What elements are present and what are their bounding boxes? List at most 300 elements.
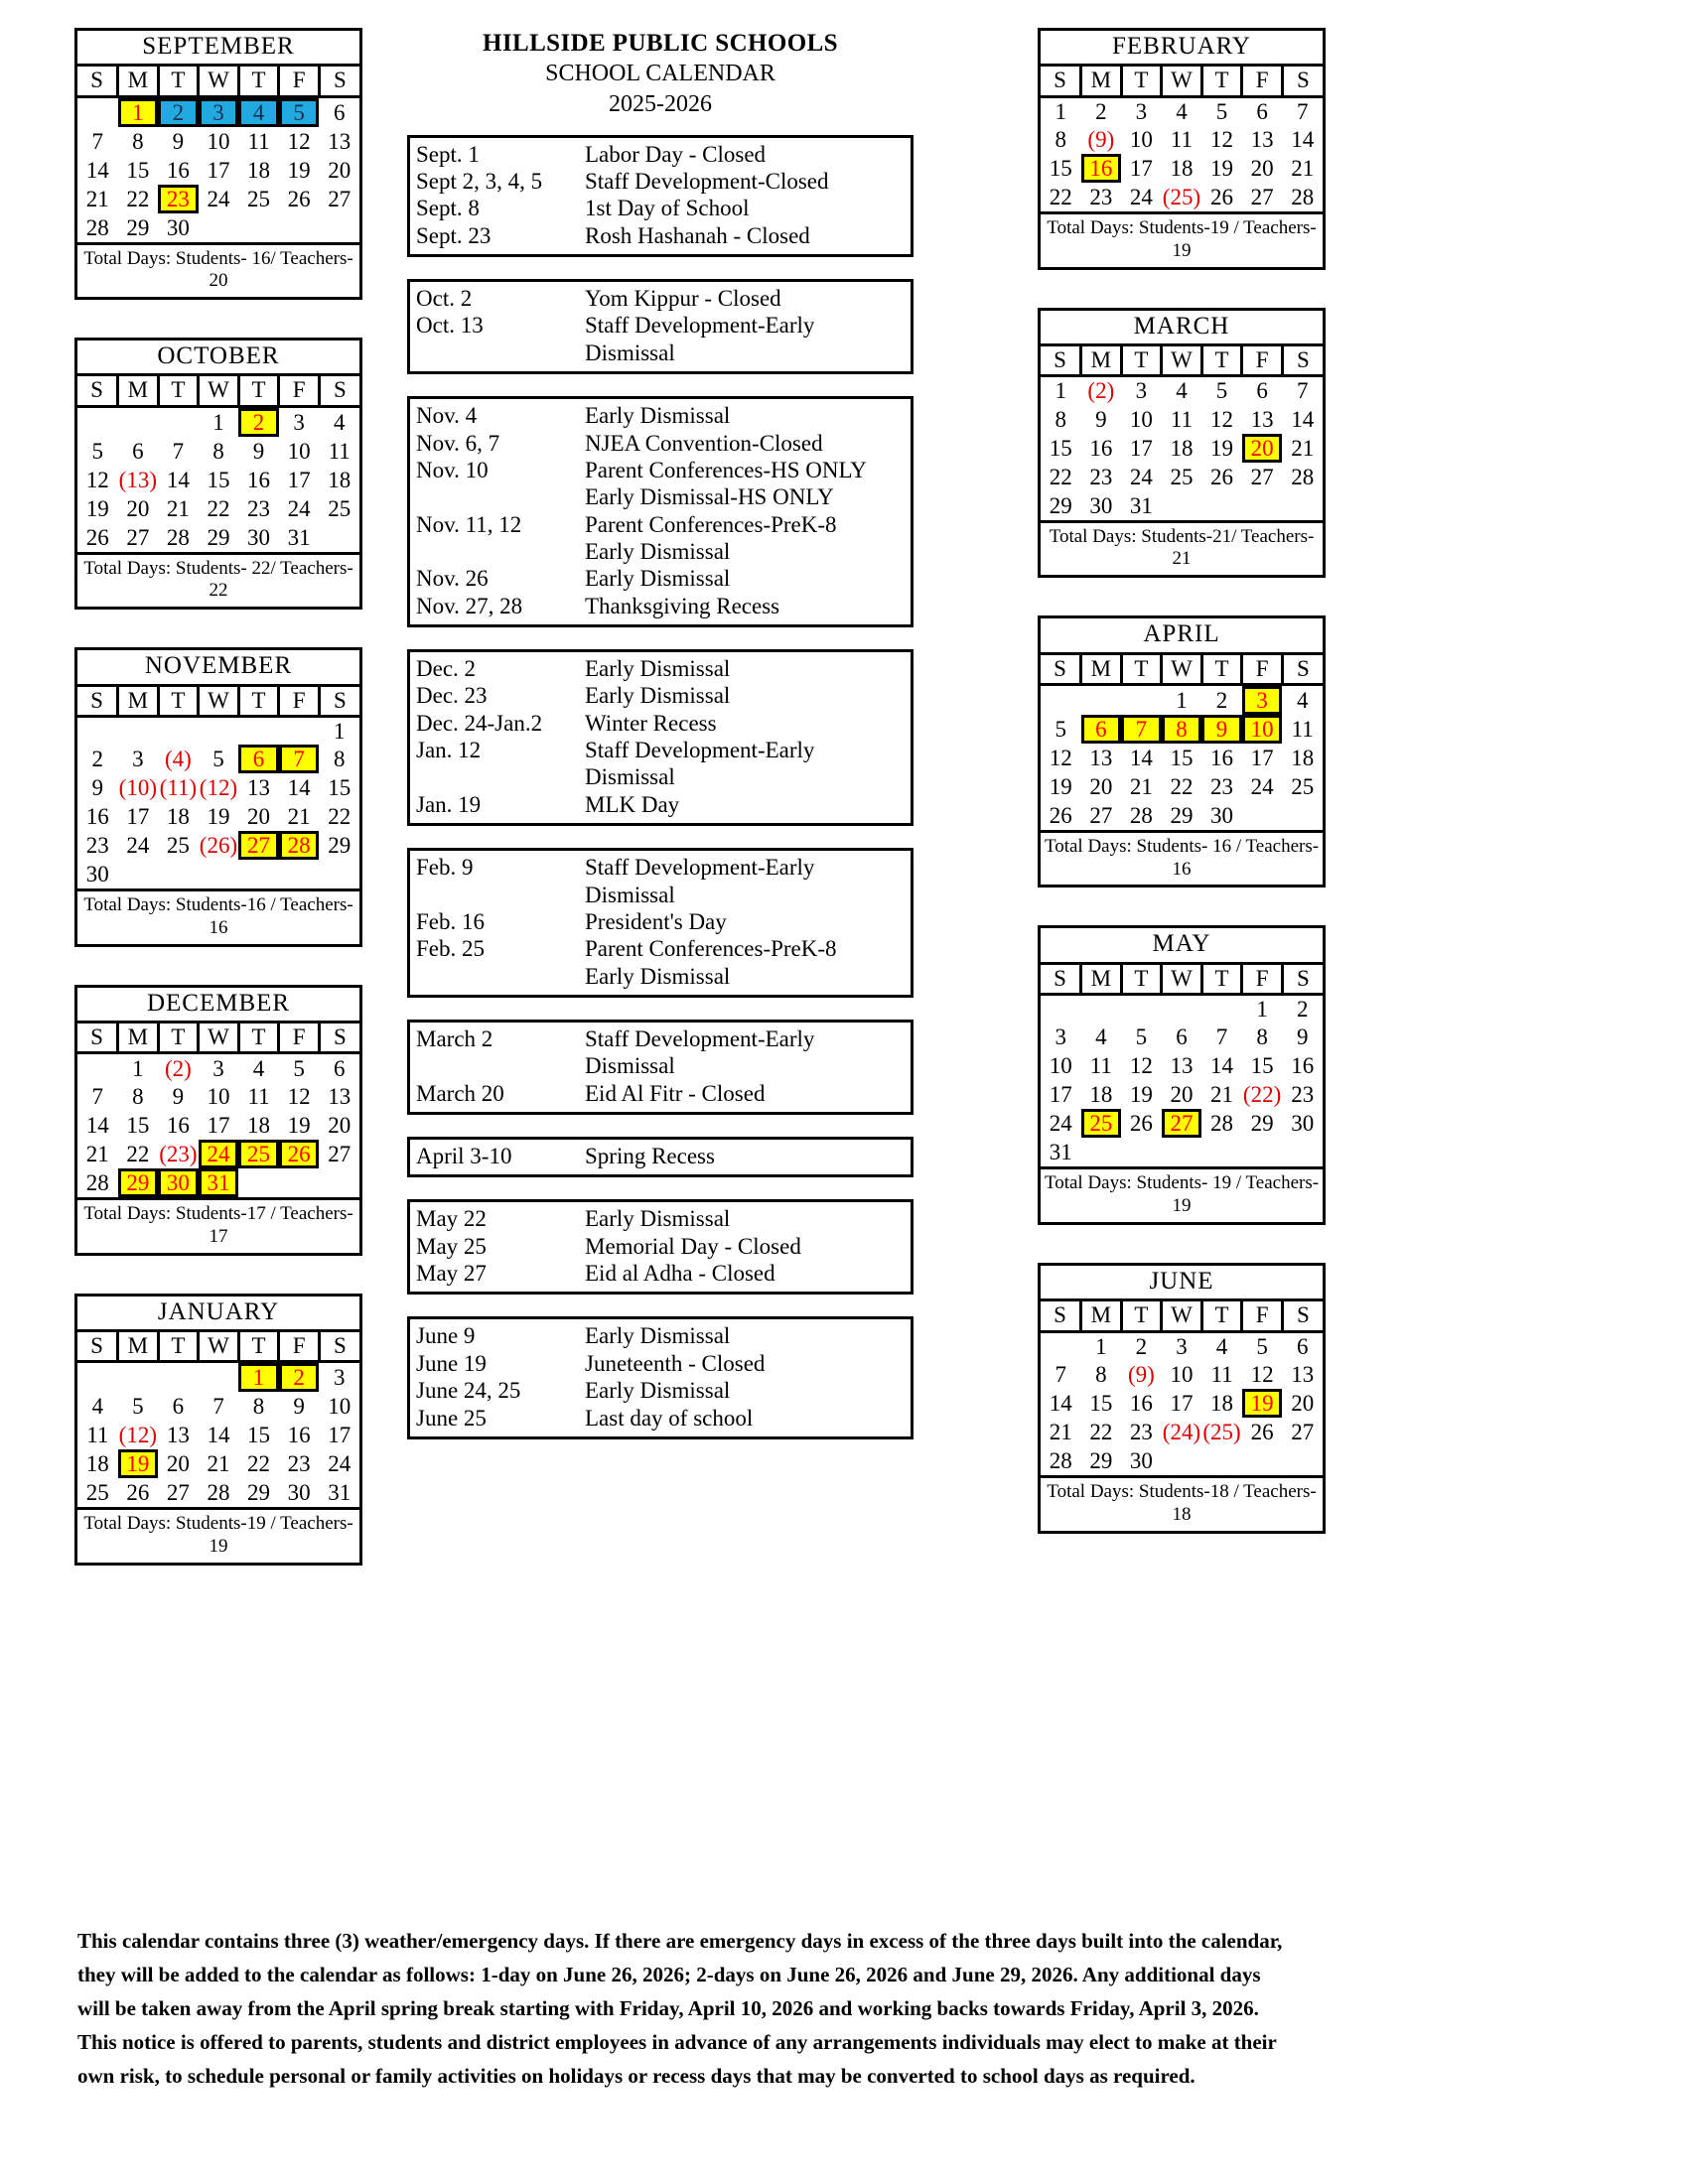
day-cell[interactable] [199,1478,239,1507]
day-cell[interactable] [118,127,159,156]
day-cell[interactable] [279,1140,320,1168]
day-cell[interactable] [319,1362,359,1393]
day-cell[interactable] [279,156,320,185]
day-cell[interactable] [238,773,279,802]
day-cell[interactable] [238,523,279,552]
day-cell[interactable] [1081,1418,1122,1446]
day-cell[interactable] [1081,96,1122,125]
day-cell[interactable] [199,494,239,523]
day-cell[interactable] [1041,801,1081,830]
day-cell[interactable] [238,1082,279,1111]
day-cell[interactable] [319,1111,359,1140]
day-cell[interactable] [199,96,239,127]
day-cell[interactable] [1081,1331,1122,1360]
day-cell[interactable] [158,523,199,552]
day-cell[interactable] [1041,1109,1081,1138]
day-cell[interactable] [199,523,239,552]
day-cell[interactable] [1041,1389,1081,1418]
day-cell[interactable] [1121,1080,1162,1109]
day-cell[interactable] [1242,376,1283,405]
day-cell[interactable] [1041,772,1081,801]
day-cell[interactable] [118,1168,159,1197]
day-cell[interactable] [118,745,159,773]
day-cell[interactable] [1162,154,1202,183]
day-cell[interactable] [118,437,159,466]
day-cell[interactable] [77,127,118,156]
day-cell[interactable] [1242,1080,1283,1109]
day-cell[interactable] [1121,801,1162,830]
day-cell[interactable] [118,1421,159,1449]
day-cell[interactable] [1201,1389,1242,1418]
day-cell[interactable] [1201,463,1242,491]
day-cell[interactable] [1121,434,1162,463]
day-cell[interactable] [1201,801,1242,830]
day-cell[interactable] [118,1111,159,1140]
day-cell[interactable] [199,406,239,437]
day-cell[interactable] [158,185,199,213]
day-cell[interactable] [1121,1389,1162,1418]
day-cell[interactable] [1081,1109,1122,1138]
day-cell[interactable] [1242,1109,1283,1138]
day-cell[interactable] [1282,994,1323,1023]
day-cell[interactable] [1081,1023,1122,1051]
day-cell[interactable] [1242,1051,1283,1080]
day-cell[interactable] [319,437,359,466]
day-cell[interactable] [319,185,359,213]
day-cell[interactable] [1121,1360,1162,1389]
day-cell[interactable] [118,185,159,213]
day-cell[interactable] [199,831,239,860]
day-cell[interactable] [1121,125,1162,154]
day-cell[interactable] [199,802,239,831]
day-cell[interactable] [279,1362,320,1393]
day-cell[interactable] [1081,1446,1122,1475]
day-cell[interactable] [77,1082,118,1111]
day-cell[interactable] [199,1111,239,1140]
day-cell[interactable] [158,1421,199,1449]
day-cell[interactable] [1282,1080,1323,1109]
day-cell[interactable] [77,1140,118,1168]
day-cell[interactable] [1081,744,1122,772]
day-cell[interactable] [1081,463,1122,491]
day-cell[interactable] [1162,463,1202,491]
day-cell[interactable] [1242,715,1283,744]
day-cell[interactable] [199,185,239,213]
day-cell[interactable] [158,1449,199,1478]
day-cell[interactable] [1081,1389,1122,1418]
day-cell[interactable] [238,802,279,831]
day-cell[interactable] [118,1053,159,1082]
day-cell[interactable] [1201,434,1242,463]
day-cell[interactable] [238,1362,279,1393]
day-cell[interactable] [77,1111,118,1140]
day-cell[interactable] [1201,1023,1242,1051]
day-cell[interactable] [158,831,199,860]
day-cell[interactable] [199,773,239,802]
day-cell[interactable] [279,802,320,831]
day-cell[interactable] [1162,405,1202,434]
day-cell[interactable] [1242,1023,1283,1051]
day-cell[interactable] [1201,1418,1242,1446]
day-cell[interactable] [118,802,159,831]
day-cell[interactable] [1081,491,1122,520]
day-cell[interactable] [199,127,239,156]
day-cell[interactable] [199,156,239,185]
day-cell[interactable] [118,831,159,860]
day-cell[interactable] [1041,1360,1081,1389]
day-cell[interactable] [1041,1080,1081,1109]
day-cell[interactable] [199,466,239,494]
day-cell[interactable] [158,156,199,185]
day-cell[interactable] [199,1449,239,1478]
day-cell[interactable] [1162,1051,1202,1080]
day-cell[interactable] [118,1449,159,1478]
day-cell[interactable] [1242,183,1283,211]
day-cell[interactable] [238,156,279,185]
day-cell[interactable] [1121,154,1162,183]
day-cell[interactable] [1121,744,1162,772]
day-cell[interactable] [319,831,359,860]
day-cell[interactable] [1201,1109,1242,1138]
day-cell[interactable] [1242,1418,1283,1446]
day-cell[interactable] [1201,1051,1242,1080]
day-cell[interactable] [319,406,359,437]
day-cell[interactable] [118,1082,159,1111]
day-cell[interactable] [77,523,118,552]
day-cell[interactable] [1242,744,1283,772]
day-cell[interactable] [319,1140,359,1168]
day-cell[interactable] [199,437,239,466]
day-cell[interactable] [1121,772,1162,801]
day-cell[interactable] [1201,715,1242,744]
day-cell[interactable] [1162,772,1202,801]
day-cell[interactable] [1201,376,1242,405]
day-cell[interactable] [319,1392,359,1421]
day-cell[interactable] [199,1421,239,1449]
day-cell[interactable] [1121,405,1162,434]
day-cell[interactable] [1242,994,1283,1023]
day-cell[interactable] [158,1392,199,1421]
day-cell[interactable] [1162,1331,1202,1360]
day-cell[interactable] [279,1478,320,1507]
day-cell[interactable] [77,860,118,888]
day-cell[interactable] [1041,1446,1081,1475]
day-cell[interactable] [319,1478,359,1507]
day-cell[interactable] [1121,715,1162,744]
day-cell[interactable] [1282,684,1323,715]
day-cell[interactable] [158,466,199,494]
day-cell[interactable] [1081,801,1122,830]
day-cell[interactable] [158,1111,199,1140]
day-cell[interactable] [238,466,279,494]
day-cell[interactable] [279,1053,320,1082]
day-cell[interactable] [1242,405,1283,434]
day-cell[interactable] [238,1111,279,1140]
day-cell[interactable] [199,1392,239,1421]
day-cell[interactable] [1201,183,1242,211]
day-cell[interactable] [1201,684,1242,715]
day-cell[interactable] [118,96,159,127]
day-cell[interactable] [118,466,159,494]
day-cell[interactable] [1121,1446,1162,1475]
day-cell[interactable] [238,1053,279,1082]
day-cell[interactable] [1041,154,1081,183]
day-cell[interactable] [279,96,320,127]
day-cell[interactable] [158,1478,199,1507]
day-cell[interactable] [1041,1023,1081,1051]
day-cell[interactable] [158,773,199,802]
day-cell[interactable] [238,1392,279,1421]
day-cell[interactable] [238,1421,279,1449]
day-cell[interactable] [199,1168,239,1197]
day-cell[interactable] [279,745,320,773]
day-cell[interactable] [77,494,118,523]
day-cell[interactable] [158,802,199,831]
day-cell[interactable] [319,96,359,127]
day-cell[interactable] [238,494,279,523]
day-cell[interactable] [77,437,118,466]
day-cell[interactable] [1242,684,1283,715]
day-cell[interactable] [319,773,359,802]
day-cell[interactable] [279,831,320,860]
day-cell[interactable] [1242,1331,1283,1360]
day-cell[interactable] [1121,1109,1162,1138]
day-cell[interactable] [279,1392,320,1421]
day-cell[interactable] [1081,376,1122,405]
day-cell[interactable] [118,1392,159,1421]
day-cell[interactable] [158,1082,199,1111]
day-cell[interactable] [1282,405,1323,434]
day-cell[interactable] [1162,1023,1202,1051]
day-cell[interactable] [319,494,359,523]
day-cell[interactable] [1242,772,1283,801]
day-cell[interactable] [1282,183,1323,211]
day-cell[interactable] [1282,125,1323,154]
day-cell[interactable] [1121,96,1162,125]
day-cell[interactable] [1081,434,1122,463]
day-cell[interactable] [319,1421,359,1449]
day-cell[interactable] [319,1449,359,1478]
day-cell[interactable] [1282,1418,1323,1446]
day-cell[interactable] [238,1449,279,1478]
day-cell[interactable] [77,773,118,802]
day-cell[interactable] [1201,744,1242,772]
day-cell[interactable] [1282,1360,1323,1389]
day-cell[interactable] [238,406,279,437]
day-cell[interactable] [1121,1051,1162,1080]
day-cell[interactable] [279,494,320,523]
day-cell[interactable] [1242,1389,1283,1418]
day-cell[interactable] [1041,376,1081,405]
day-cell[interactable] [199,1053,239,1082]
day-cell[interactable] [1121,491,1162,520]
day-cell[interactable] [1162,1080,1202,1109]
day-cell[interactable] [1041,434,1081,463]
day-cell[interactable] [1282,772,1323,801]
day-cell[interactable] [238,127,279,156]
day-cell[interactable] [1162,96,1202,125]
day-cell[interactable] [1041,1051,1081,1080]
day-cell[interactable] [1081,1360,1122,1389]
day-cell[interactable] [158,1168,199,1197]
day-cell[interactable] [1282,715,1323,744]
day-cell[interactable] [1121,183,1162,211]
day-cell[interactable] [1041,1418,1081,1446]
day-cell[interactable] [1282,1331,1323,1360]
day-cell[interactable] [238,1478,279,1507]
day-cell[interactable] [1081,154,1122,183]
day-cell[interactable] [118,773,159,802]
day-cell[interactable] [1162,125,1202,154]
day-cell[interactable] [199,1082,239,1111]
day-cell[interactable] [1162,1360,1202,1389]
day-cell[interactable] [1162,715,1202,744]
day-cell[interactable] [1282,1389,1323,1418]
day-cell[interactable] [1121,1418,1162,1446]
day-cell[interactable] [1162,684,1202,715]
day-cell[interactable] [1121,376,1162,405]
day-cell[interactable] [279,466,320,494]
day-cell[interactable] [77,1421,118,1449]
day-cell[interactable] [77,185,118,213]
day-cell[interactable] [319,127,359,156]
day-cell[interactable] [118,1478,159,1507]
day-cell[interactable] [77,802,118,831]
day-cell[interactable] [1041,463,1081,491]
day-cell[interactable] [238,831,279,860]
day-cell[interactable] [1242,463,1283,491]
day-cell[interactable] [118,494,159,523]
day-cell[interactable] [1081,1051,1122,1080]
day-cell[interactable] [1121,463,1162,491]
day-cell[interactable] [1041,96,1081,125]
day-cell[interactable] [118,213,159,242]
day-cell[interactable] [1081,183,1122,211]
day-cell[interactable] [1041,183,1081,211]
day-cell[interactable] [158,437,199,466]
day-cell[interactable] [118,523,159,552]
day-cell[interactable] [279,773,320,802]
day-cell[interactable] [279,127,320,156]
day-cell[interactable] [238,745,279,773]
day-cell[interactable] [1081,715,1122,744]
day-cell[interactable] [199,745,239,773]
day-cell[interactable] [279,406,320,437]
day-cell[interactable] [158,127,199,156]
day-cell[interactable] [238,185,279,213]
day-cell[interactable] [77,1478,118,1507]
day-cell[interactable] [1162,183,1202,211]
day-cell[interactable] [158,1140,199,1168]
day-cell[interactable] [199,1140,239,1168]
day-cell[interactable] [1121,1331,1162,1360]
day-cell[interactable] [77,1168,118,1197]
day-cell[interactable] [238,437,279,466]
day-cell[interactable] [1121,1023,1162,1051]
day-cell[interactable] [1201,154,1242,183]
day-cell[interactable] [1081,772,1122,801]
day-cell[interactable] [1201,96,1242,125]
day-cell[interactable] [77,213,118,242]
day-cell[interactable] [1282,434,1323,463]
day-cell[interactable] [158,745,199,773]
day-cell[interactable] [1041,125,1081,154]
day-cell[interactable] [1201,405,1242,434]
day-cell[interactable] [1242,125,1283,154]
day-cell[interactable] [118,156,159,185]
day-cell[interactable] [77,831,118,860]
day-cell[interactable] [1201,125,1242,154]
day-cell[interactable] [77,466,118,494]
day-cell[interactable] [1282,744,1323,772]
day-cell[interactable] [279,437,320,466]
day-cell[interactable] [1162,1389,1202,1418]
day-cell[interactable] [118,1140,159,1168]
day-cell[interactable] [319,1053,359,1082]
day-cell[interactable] [319,716,359,745]
day-cell[interactable] [1242,96,1283,125]
day-cell[interactable] [238,96,279,127]
day-cell[interactable] [1201,1080,1242,1109]
day-cell[interactable] [319,1082,359,1111]
day-cell[interactable] [1081,125,1122,154]
day-cell[interactable] [1282,1023,1323,1051]
day-cell[interactable] [1242,154,1283,183]
day-cell[interactable] [1201,1360,1242,1389]
day-cell[interactable] [238,1140,279,1168]
day-cell[interactable] [1242,1360,1283,1389]
day-cell[interactable] [1162,1109,1202,1138]
day-cell[interactable] [77,1449,118,1478]
day-cell[interactable] [77,156,118,185]
day-cell[interactable] [279,185,320,213]
day-cell[interactable] [1282,1051,1323,1080]
day-cell[interactable] [158,1053,199,1082]
day-cell[interactable] [1041,715,1081,744]
day-cell[interactable] [279,523,320,552]
day-cell[interactable] [77,745,118,773]
day-cell[interactable] [279,1449,320,1478]
day-cell[interactable] [1282,154,1323,183]
day-cell[interactable] [1081,405,1122,434]
day-cell[interactable] [319,156,359,185]
day-cell[interactable] [319,802,359,831]
day-cell[interactable] [1242,434,1283,463]
day-cell[interactable] [1162,434,1202,463]
day-cell[interactable] [1162,801,1202,830]
day-cell[interactable] [1041,1138,1081,1166]
day-cell[interactable] [1201,772,1242,801]
day-cell[interactable] [1282,1109,1323,1138]
day-cell[interactable] [158,494,199,523]
day-cell[interactable] [1282,463,1323,491]
day-cell[interactable] [319,466,359,494]
day-cell[interactable] [1041,744,1081,772]
day-cell[interactable] [1282,376,1323,405]
day-cell[interactable] [158,96,199,127]
day-cell[interactable] [319,745,359,773]
day-cell[interactable] [1081,1080,1122,1109]
day-cell[interactable] [1162,1418,1202,1446]
day-cell[interactable] [77,1392,118,1421]
day-cell[interactable] [1162,376,1202,405]
day-cell[interactable] [1041,405,1081,434]
day-cell[interactable] [279,1421,320,1449]
day-cell[interactable] [1041,491,1081,520]
day-cell[interactable] [1162,744,1202,772]
day-cell[interactable] [1282,96,1323,125]
day-cell[interactable] [279,1082,320,1111]
